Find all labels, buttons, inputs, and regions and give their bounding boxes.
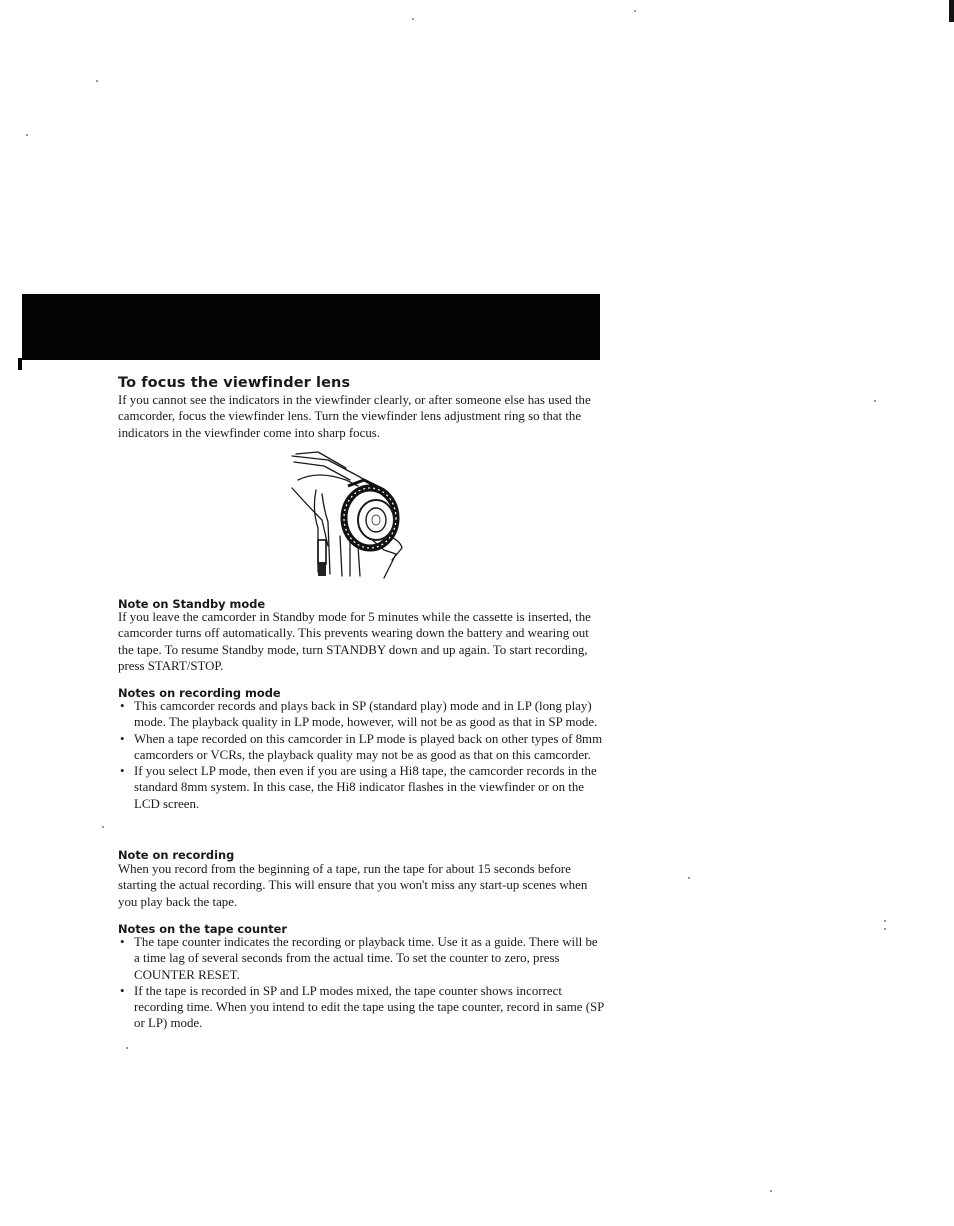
- scan-speck: [688, 877, 690, 879]
- list-item-text: If you select LP mode, then even if you are using a Hi8 tape, the camcorder records in the standard 8mm system. In this case, the Hi8 indicator flashes in the viewfinder or on the LCD screen.: [134, 764, 597, 811]
- scan-speck: [96, 80, 98, 82]
- scan-speck: [874, 400, 876, 402]
- bullet-glyph: •: [120, 699, 125, 713]
- section-header-band: [22, 294, 600, 360]
- notes-recording-mode-list: [118, 698, 604, 812]
- note-standby-heading: Note on Standby mode: [118, 597, 266, 611]
- scan-speck: [770, 1190, 772, 1192]
- list-item: [118, 698, 604, 731]
- bullet-glyph: •: [120, 935, 125, 949]
- bullet-glyph: •: [120, 731, 125, 746]
- list-item: [118, 934, 604, 983]
- scan-speck: [26, 134, 28, 136]
- list-item-text: When a tape recorded on this camcorder in LP mode is played back on other types of 8mm camcorders or VCRs, the playback quality may not be as good as that on this camcorder.: [134, 731, 603, 762]
- list-item-text: If the tape is recorded in SP and LP modes mixed, the tape counter shows incorrect recording time. When you intend to edit the tape using the tape counter, record in same (SP or LP) mode.: [134, 983, 604, 1031]
- notes-tape-counter-list: [118, 934, 604, 1032]
- list-item: [118, 763, 604, 812]
- scan-speck: [102, 826, 104, 828]
- note-recording-body: When you record from the beginning of a tape, run the tape for about 15 seconds before starting the actual recording. This will ensure that you won't miss any start-up scenes when you play back the tape.: [118, 862, 588, 909]
- list-item: [118, 731, 604, 764]
- scan-speck: [884, 928, 886, 930]
- notes-tape-counter-heading: Notes on the tape counter: [118, 922, 287, 936]
- notes-recording-mode-heading: Notes on recording mode: [118, 686, 281, 700]
- list-item-text: This camcorder records and plays back in SP (standard play) mode and in LP (long play) mode. The playback quality in LP mode, however, will not be as good as that in SP mode.: [134, 699, 598, 730]
- bullet-glyph: •: [120, 764, 125, 779]
- bullet-glyph: •: [120, 983, 125, 998]
- page-edge-mark: [949, 0, 954, 22]
- section-heading: To focus the viewfinder lens: [118, 375, 351, 391]
- section-body: If you cannot see the indicators in the viewfinder clearly, or after someone else has used the camcorder, focus the viewfinder lens. Turn the viewfinder lens adjustment ring so that the indicators in the viewfinder come into sharp focus.: [118, 393, 591, 440]
- scan-speck: [126, 1047, 128, 1049]
- list-item-text: The tape counter indicates the recording or playback time. Use it as a guide. There will be a time lag of several seconds from the actual time. To set the counter to zero, press COUNTER RESET.: [134, 935, 598, 982]
- scan-speck: [412, 18, 414, 20]
- list-item: [118, 983, 604, 1032]
- viewfinder-lens-illustration: [288, 450, 410, 580]
- section-header-band-tick: [18, 358, 22, 370]
- scan-speck: [884, 920, 886, 922]
- scan-speck: [634, 10, 636, 12]
- note-recording-heading: Note on recording: [118, 848, 235, 862]
- note-standby-body: If you leave the camcorder in Standby mode for 5 minutes while the cassette is inserted, the camcorder turns off automatically. This prevents wearing down the battery and wearing out the tape. To resume Standby mode, turn STANDBY down and up again. To start recording, press START/STOP.: [118, 610, 591, 673]
